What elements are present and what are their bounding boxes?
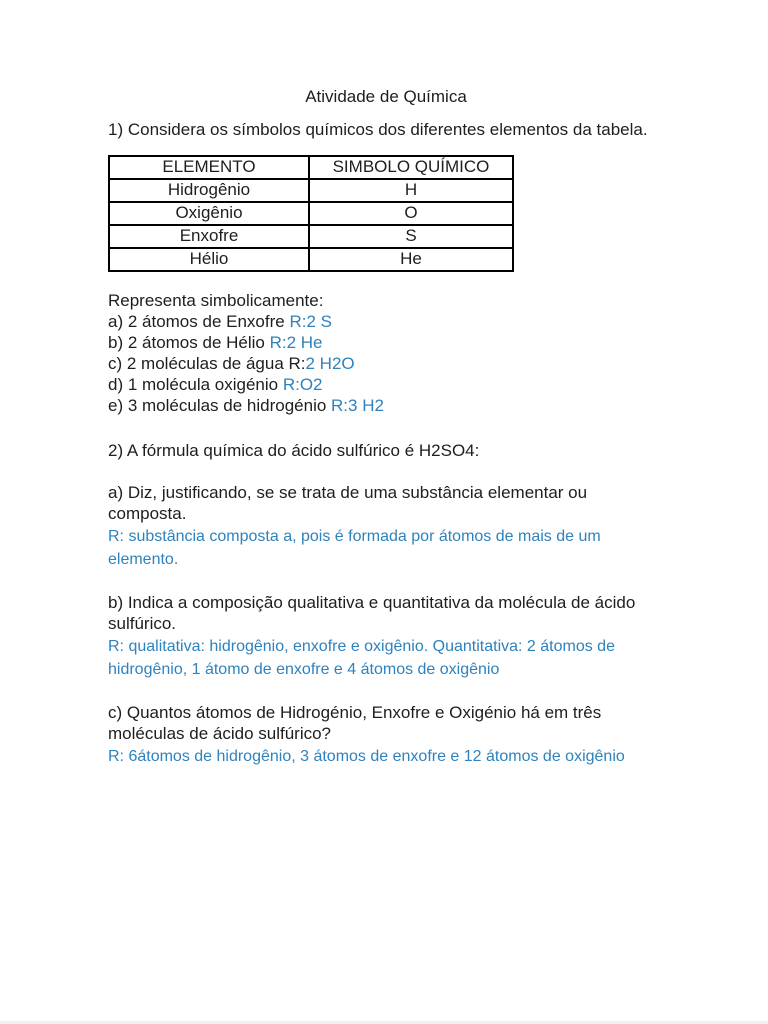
item-a-answer: R:2 S [289,312,332,331]
element-name-cell: Oxigênio [109,202,309,225]
question-2a [108,482,664,571]
table-header-row [109,156,513,179]
element-name-cell: Enxofre [109,225,309,248]
question-1-prompt: 1) Considera os símbolos químicos dos diferentes elementos da tabela. [108,120,648,139]
question-2-prompt: 2) A fórmula química do ácido sulfúrico é H2SO4: [108,441,480,460]
question-2c-text: c) Quantos átomos de Hidrogénio, Enxofre e Oxigénio há em três moléculas de ácido sulfúrico? [108,703,602,743]
item-a [108,311,664,332]
table-row [109,202,513,225]
element-name-cell: Hélio [109,248,309,271]
item-d-label: d) 1 molécula oxigénio [108,375,283,394]
item-b-answer: R:2 He [269,333,323,352]
table-row [109,248,513,271]
question-2c-answer: R: 6átomos de hidrogênio, 3 átomos de enxofre e 12 átomos de oxigênio [108,748,625,765]
element-symbol-cell: H [309,179,513,202]
item-d-answer: R:O2 [282,375,323,394]
item-e-answer: R:3 H2 [331,396,384,415]
question-2c [108,702,664,768]
element-symbol-cell: He [309,248,513,271]
column-header-simbolo: SIMBOLO QUÍMICO [309,156,513,179]
question-2b-text: b) Indica a composição qualitativa e quantitativa da molécula de ácido sulfúrico. [108,593,636,633]
element-symbol-cell: O [309,202,513,225]
table-row [109,225,513,248]
item-c-answer: 2 H2O [305,354,355,373]
question-2b [108,592,664,681]
column-header-elemento: ELEMENTO [109,156,309,179]
table-row [109,179,513,202]
item-e-label: e) 3 moléculas de hidrogénio [108,396,332,415]
question-2a-text: a) Diz, justificando, se se trata de uma substância elementar ou composta. [108,483,588,523]
item-b-label: b) 2 átomos de Hélio [108,333,270,352]
item-b [108,332,664,353]
question-2a-answer: R: substância composta a, pois é formada por átomos de mais de um elemento. [108,528,601,568]
question-1-items [108,290,664,416]
element-name-cell: Hidrogênio [109,179,309,202]
page-title: Atividade de Química [305,87,467,106]
item-c [108,353,664,374]
elements-symbols-table [108,155,514,272]
item-c-label: c) 2 moléculas de água R: [108,354,306,373]
item-d [108,374,664,395]
question-2b-answer: R: qualitativa: hidrogênio, enxofre e oxigênio. Quantitativa: 2 átomos de hidrogênio, 1 átomo de enxofre e 4 átomos de oxigênio [108,638,615,678]
document-content [108,86,664,768]
item-e [108,395,664,416]
item-a-label: a) 2 átomos de Enxofre [108,312,290,331]
element-symbol-cell: S [309,225,513,248]
items-subtitle: Representa simbolicamente: [108,291,324,310]
